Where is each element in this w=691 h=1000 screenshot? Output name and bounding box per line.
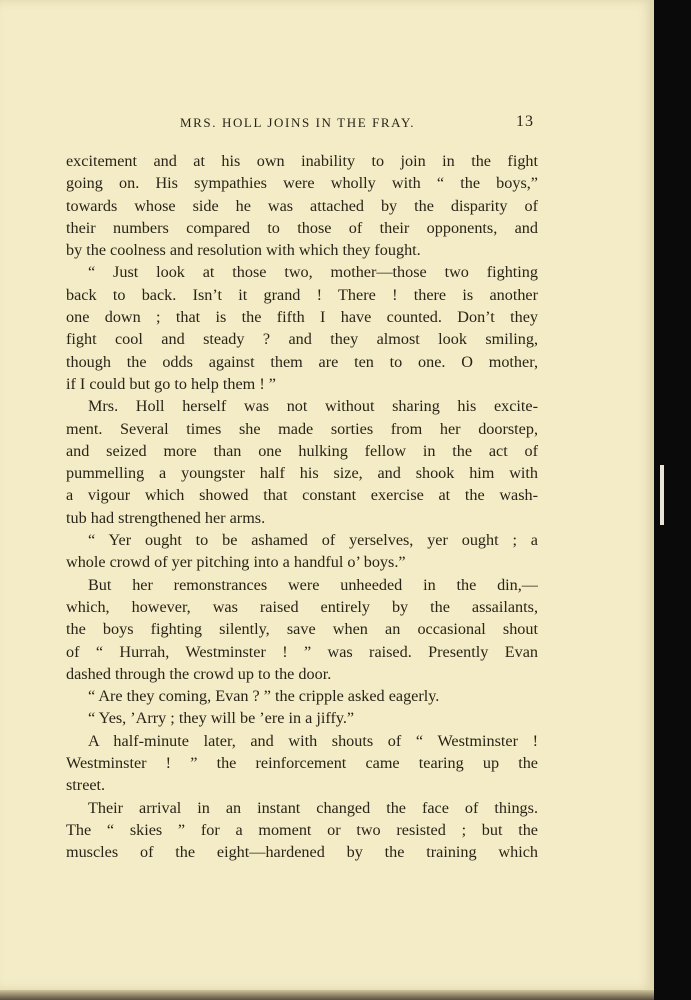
text-line: The “ skies ” for a moment or two resisted ; but the <box>66 820 538 839</box>
book-edge <box>654 0 691 1000</box>
page-header <box>0 115 654 135</box>
text-line: “ Just look at those two, mother—those two fighting <box>88 263 538 282</box>
text-line: Westminster ! ” the reinforcement came tearing up the <box>66 754 538 773</box>
text-line: which, however, was raised entirely by the assailants, <box>66 597 538 616</box>
text-line: whole crowd of yer pitching into a handful o’ boys.” <box>66 553 406 572</box>
text-line: of “ Hurrah, Westminster ! ” was raised. Presently Evan <box>66 642 538 661</box>
text-line: Their arrival in an instant changed the face of things. <box>88 798 538 817</box>
text-line: “ Are they coming, Evan ? ” the cripple asked eagerly. <box>88 687 440 706</box>
running-title: MRS. HOLL JOINS IN THE FRAY. <box>180 115 416 130</box>
text-line: muscles of the eight—hardened by the training which <box>66 843 538 862</box>
body-text <box>66 150 538 864</box>
text-line: ment. Several times she made sorties from her doorstep, <box>66 419 538 438</box>
text-line: Mrs. Holl herself was not without sharing his excite- <box>88 397 538 416</box>
text-line: A half-minute later, and with shouts of “ Westminster ! <box>88 731 538 750</box>
text-line: excitement and at his own inability to join in the fight <box>66 152 538 170</box>
text-line: tub had strengthened her arms. <box>66 508 266 527</box>
text-line: dashed through the crowd up to the door. <box>66 664 332 683</box>
text-line: and seized more than one hulking fellow in the act of <box>66 441 538 460</box>
text-line: a vigour which showed that constant exercise at the wash- <box>66 486 538 505</box>
text-line: “ Yer ought to be ashamed of yerselves, yer ought ; a <box>88 531 538 550</box>
page-number: 13 <box>516 113 534 130</box>
text-line: if I could but go to help them ! ” <box>66 374 276 393</box>
text-line: one down ; that is the fifth I have counted. Don’t they <box>66 308 538 327</box>
text-line: street. <box>66 776 106 795</box>
text-line: fight cool and steady ? and they almost look smiling, <box>66 330 538 349</box>
page-bottom-edge <box>0 990 654 1000</box>
text-line: their numbers compared to those of their opponents, and <box>66 218 538 237</box>
text-line: going on. His sympathies were wholly with “ the boys,” <box>66 174 538 193</box>
text-line: towards whose side he was attached by the disparity of <box>66 196 538 215</box>
text-line: though the odds against them are ten to one. O mother, <box>66 352 538 371</box>
text-line: the boys fighting silently, save when an occasional shout <box>66 620 538 639</box>
text-line: back to back. Isn’t it grand ! There ! there is another <box>66 285 538 304</box>
text-line: by the coolness and resolution with which they fought. <box>66 241 421 260</box>
text-line: But her remonstrances were unheeded in the din,— <box>88 575 538 594</box>
edge-mark <box>660 465 664 525</box>
text-line: “ Yes, ’Arry ; they will be ’ere in a jiffy.” <box>88 709 355 728</box>
text-line: pummelling a youngster half his size, and shook him with <box>66 464 538 483</box>
